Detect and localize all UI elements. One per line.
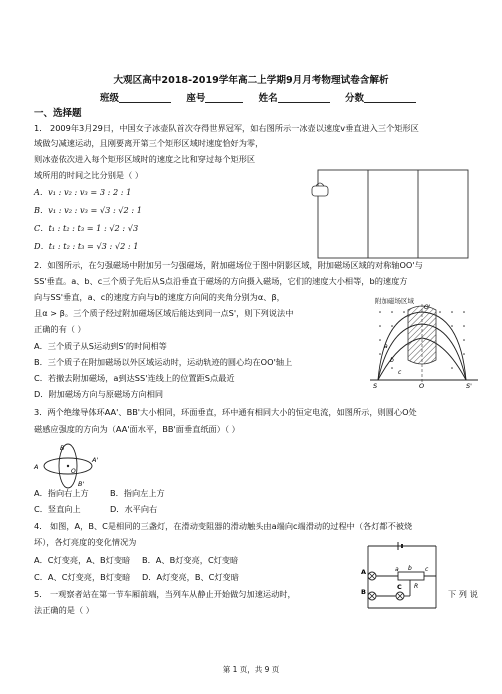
name-label: 姓名 [258, 93, 278, 104]
q4-mark-b: b [408, 565, 412, 572]
q4-lamp-c-label: C [397, 583, 402, 591]
q3-rings-figure [34, 442, 104, 490]
seat-label: 座号 [186, 93, 206, 104]
name-blank [278, 92, 330, 103]
q4-circuit-figure [358, 542, 446, 614]
q5-line-tail: 下 列 说 [448, 589, 478, 599]
q3-mark-b: B [60, 444, 65, 452]
q2-line: 向与SS'垂直，a、c的速度方向与b的速度方向间的夹角分别为α、β， [34, 292, 285, 302]
q2-line: 2．如图所示，在匀强磁场中附加另一匀强磁场，附加磁场位于图中阴影区域，附加磁场区域的对称轴OO'与 [34, 260, 423, 270]
q3-line: 3．两个绝缘导体环AA'、BB'大小相同，环面垂直，环中通有相同大小的恒定电流，如图所示，则圆心O处 [34, 407, 417, 417]
section-heading: 一、选择题 [34, 108, 82, 119]
q4-mark-c: c [425, 566, 429, 573]
q3-line: 磁感应强度的方向为（AA'面水平，BB'面垂直纸面）（ ） [34, 424, 240, 434]
q2-option-c: C．若撤去附加磁场，a到达SS'连线上的位置距S点最近 [34, 373, 235, 383]
q2-mark-s-prime: S' [466, 382, 472, 390]
q1-option-b: B．v₁ : v₂ : v₃ = √3 : √2 : 1 [34, 205, 142, 215]
q2-option-d: D．附加磁场方向与原磁场方向相同 [34, 389, 164, 399]
q1-line: 域做匀减速运动，且刚要离开第三个矩形区域时速度恰好为零， [34, 138, 264, 148]
q4-line: 4． 如图，A，B、C是相同的三盏灯，在滑动变阻器的滑动触头由a端向c端滑动的过程中（各灯都不被烧 [34, 521, 413, 531]
q2-mark-b: b [390, 357, 394, 364]
q3-option-c: C．竖直向上 [34, 504, 81, 514]
q1-option-c: C．t₁ : t₂ : t₃ = 1 : √2 : √3 [34, 223, 139, 233]
q4-lamp-a-label: A [361, 568, 367, 576]
q2-line: 且α > β。三个质子经过附加磁场区域后能达到同一点S'，则下列说法中 [34, 308, 294, 318]
q2-fig-label: 附加磁场区域 [375, 297, 414, 305]
q5-line: 5． 一观察者站在第一节车厢前端，当列车从静止开始做匀加速运动时， [34, 589, 296, 599]
q4-mark-a: a [395, 566, 399, 573]
q4-option-b: B．A、B灯变亮，C灯变暗 [142, 555, 239, 565]
q1-line: 域所用的时间之比分别是（ ） [34, 170, 144, 180]
seat-blank [205, 92, 243, 103]
q2-magnetic-field-figure [370, 304, 478, 389]
class-blank [119, 92, 171, 103]
q2-mark-a: a [384, 343, 388, 350]
q4-mark-r: R [414, 583, 419, 590]
q5-line: 法正确的是（ ） [34, 605, 94, 615]
page-title: 大观区高中2018-2019学年高二上学期9月月考物理试卷含解析 [113, 75, 389, 86]
q2-mark-o: O [419, 382, 425, 390]
header-fields [100, 90, 416, 104]
q1-line: 则冰壶依次进入每个矩形区域时的速度之比和穿过每个矩形区 [34, 154, 256, 164]
q1-option-a: A．v₁ : v₂ : v₃ = 3 : 2 : 1 [34, 187, 132, 197]
q3-mark-b-prime: B' [78, 480, 85, 488]
q2-line: SS'垂直。a、b、c三个质子先后从S点沿垂直于磁场的方向摄入磁场，它们的速度大小相等，b的速度方 [34, 276, 408, 286]
q4-option-a: A．C灯变亮，A、B灯变暗 [34, 555, 131, 565]
q4-lamp-b-label: B [361, 588, 366, 596]
q2-option-a: A．三个质子从S运动到S'的时间相等 [34, 341, 167, 351]
q3-option-d: D．水平向右 [110, 504, 158, 514]
q2-mark-c: c [398, 369, 402, 376]
score-blank [364, 92, 416, 103]
class-label: 班级 [100, 93, 120, 104]
q4-line: 坏），各灯亮度的变化情况为 [34, 537, 137, 547]
q2-line: 正确的有（ ） [34, 324, 86, 334]
q3-mark-a-prime: A' [92, 456, 99, 464]
q3-option-a: A．指向右上方 [34, 488, 89, 498]
q4-option-d: D．A灯变亮，B、C灯变暗 [142, 572, 239, 582]
q2-mark-o-prime: O' [424, 304, 431, 311]
q3-mark-o: O [71, 468, 76, 475]
q1-curling-figure [308, 170, 473, 258]
q2-option-b: B．三个质子在附加磁场以外区域运动时，运动轨迹的圆心均在OO'轴上 [34, 357, 293, 367]
q1-line: 1． 2009年3月29日，中国女子冰壶队首次夺得世界冠军，如右图所示一冰壶以速度v垂直进入三个矩形区 [34, 123, 419, 133]
page-footer: 第 1 页，共 9 页 [222, 665, 280, 674]
q1-option-d: D．t₁ : t₂ : t₃ = √3 : √2 : 1 [34, 241, 139, 251]
q2-mark-s: S [373, 382, 378, 390]
q4-option-c: C．A、C灯变亮，B灯变暗 [34, 572, 131, 582]
q3-mark-a: A [34, 463, 39, 471]
q3-option-b: B．指向左上方 [110, 488, 165, 498]
score-label: 分数 [344, 93, 364, 104]
